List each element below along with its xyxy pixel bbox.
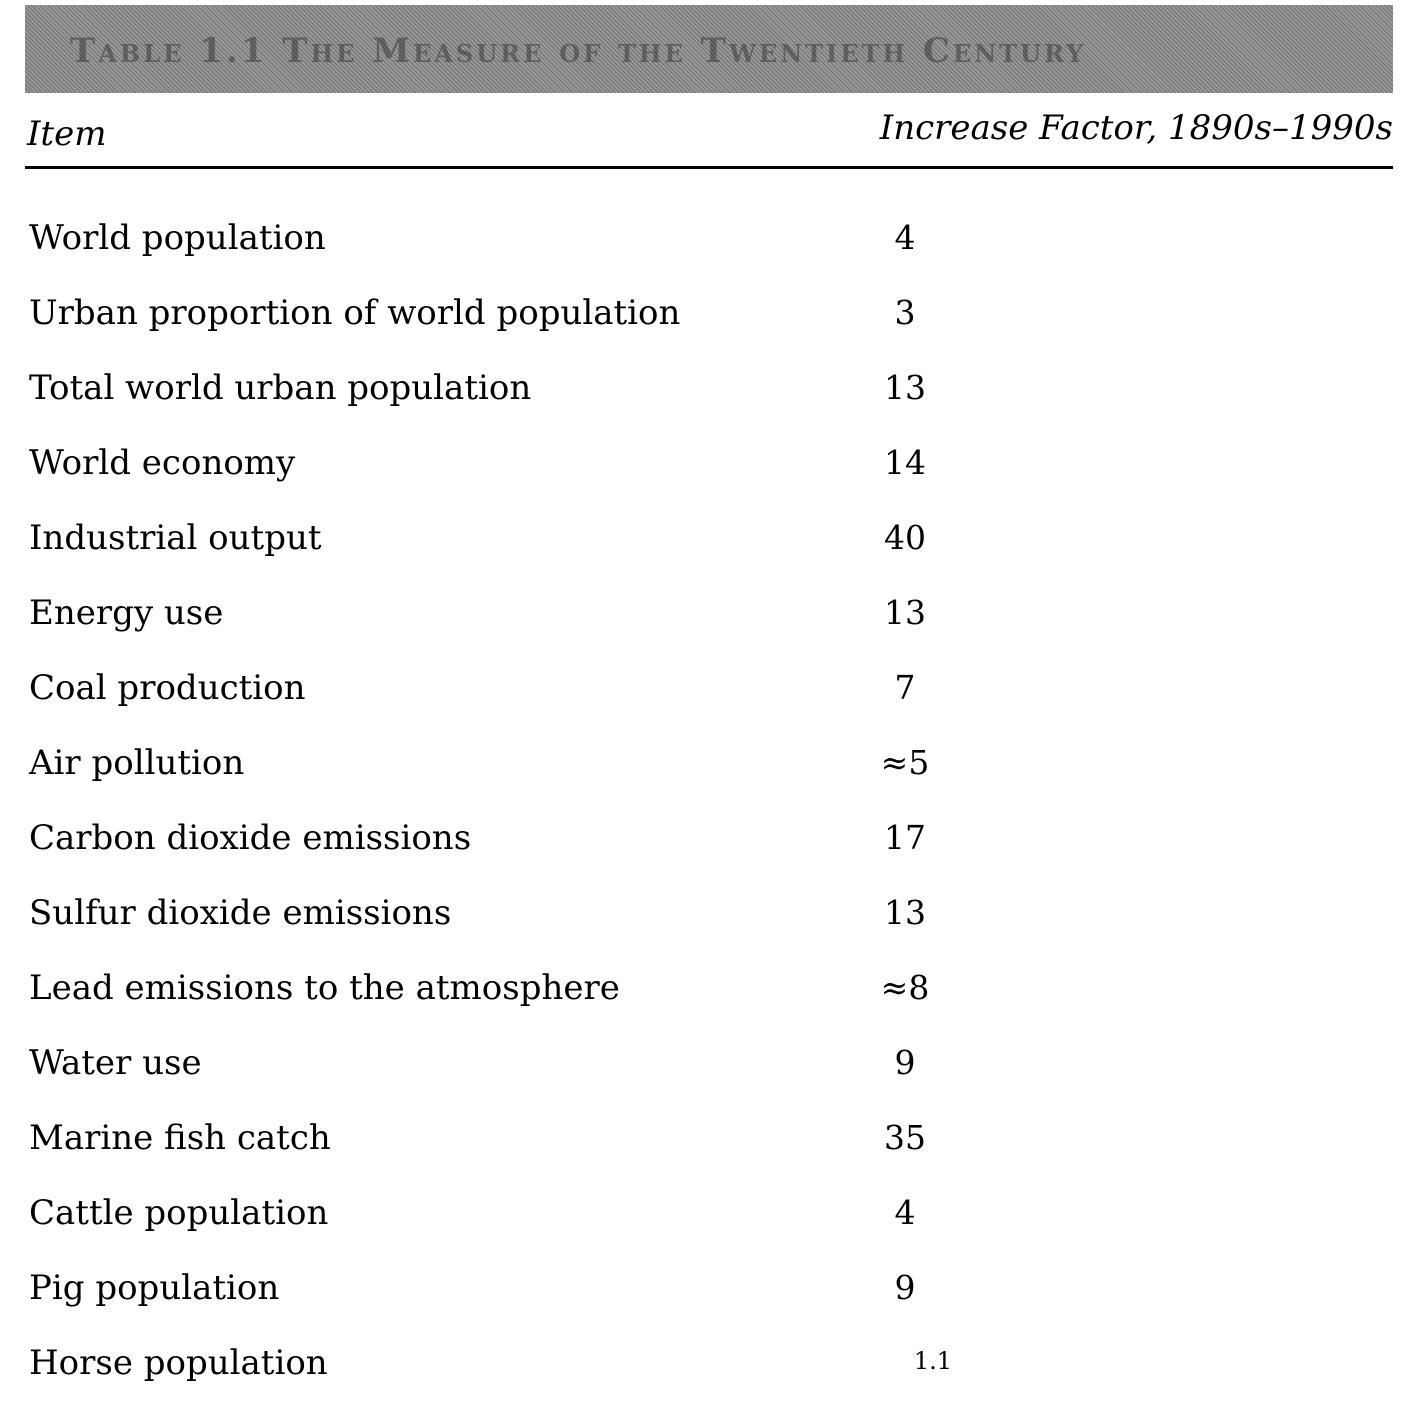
row-item-label: Lead emissions to the atmosphere [29,968,620,1008]
row-increase-factor: ≈8 [880,968,930,1007]
table-row [25,443,1393,518]
table-row [25,518,1393,593]
row-item-label: Carbon dioxide emissions [29,818,472,858]
table-body [25,218,1393,1418]
column-header-item: Item [27,114,107,154]
table-row [25,1343,1393,1418]
row-item-label: Urban proportion of world population [29,293,681,333]
row-item-label: Total world urban population [29,368,532,408]
row-item-label: Water use [29,1043,202,1083]
column-header-increase-factor: Increase Factor, 1890s–1990s [879,108,1393,148]
row-item-label: World economy [29,443,296,483]
row-item-label: Marine fish catch [29,1118,331,1158]
row-item-label: Pig population [29,1268,280,1308]
table-row [25,893,1393,968]
row-increase-factor: 35 [884,1118,926,1157]
row-increase-factor: 7 [894,668,916,707]
row-item-label: Horse population [29,1343,328,1383]
row-item-label: Coal production [29,668,306,708]
table-row [25,818,1393,893]
row-increase-factor: 13 [884,593,926,632]
row-item-label: World population [29,218,326,258]
table-title: Table 1.1 The Measure of the Twentieth Century [70,31,1087,71]
row-increase-factor: 1.1 [913,1347,953,1375]
row-increase-factor: 13 [884,893,926,932]
table-row [25,1268,1393,1343]
row-increase-factor: ≈5 [880,743,930,782]
row-increase-factor: 17 [884,818,926,857]
row-item-label: Energy use [29,593,224,633]
row-increase-factor: 40 [884,518,926,557]
table-title-bar [25,5,1393,93]
row-increase-factor: 3 [894,293,916,332]
table-row [25,293,1393,368]
row-item-label: Cattle population [29,1193,329,1233]
row-increase-factor: 9 [894,1043,916,1082]
table-row [25,668,1393,743]
table-row [25,743,1393,818]
row-item-label: Air pollution [29,743,245,783]
table-row [25,968,1393,1043]
row-increase-factor: 4 [894,218,916,257]
table-row [25,218,1393,293]
row-increase-factor: 9 [894,1268,916,1307]
row-increase-factor: 14 [884,443,926,482]
table-header [25,100,1393,169]
row-increase-factor: 4 [894,1193,916,1232]
table-row [25,1193,1393,1268]
row-item-label: Sulfur dioxide emissions [29,893,452,933]
row-item-label: Industrial output [29,518,322,558]
table-row [25,1118,1393,1193]
table-row [25,1043,1393,1118]
table-row [25,368,1393,443]
row-increase-factor: 13 [884,368,926,407]
table-row [25,593,1393,668]
